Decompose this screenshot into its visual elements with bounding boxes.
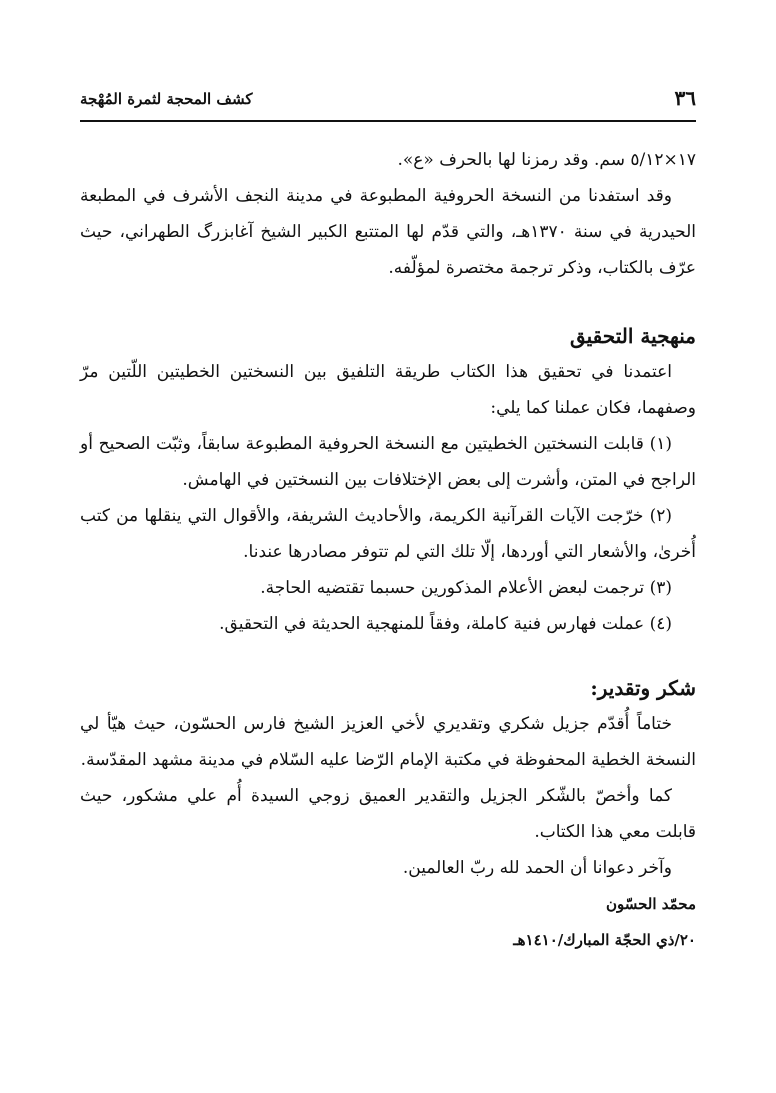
methodology-item: (٤) عملت فهارس فنية كاملة، وفقاً للمنهجية الحديثة في التحقيق. <box>219 614 672 634</box>
page-header <box>80 86 696 122</box>
methodology-intro: اعتمدنا في تحقيق هذا الكتاب طريقة التلفيق بين النسختين الخطيتين اللّتين مرّ وصفهما، فكان عملنا كما يلي: <box>80 362 696 418</box>
methodology-item: (١) قابلت النسختين الخطيتين مع النسخة الحروفية المطبوعة سابقاً، وثبّت الصحيح أو الراجح في المتن، وأشرت إلى بعض الإختلافات بين النسختين في الهامش. <box>80 434 696 490</box>
methodology-item: (٢) خرّجت الآيات القرآنية الكريمة، والأحاديث الشريفة، والأقوال التي ينقلها من كتب أُخرىٰ، والأشعار التي أوردها، إلّا تلك التي لم تتوفر مصادرها عندنا. <box>80 506 696 562</box>
thanks-heading: شكر وتقدير: <box>590 676 696 700</box>
page-content <box>80 142 696 958</box>
intro-line: ١٧×٥/١٢ سم. وقد رمزنا لها بالحرف «ع». <box>397 150 696 170</box>
thanks-paragraph: ختاماً أُقدّم جزيل شكري وتقديري لأخي العزيز الشيخ فارس الحسّون، حيث هيّأ لي النسخة الخطية المحفوظة في مكتبة الإمام الرّضا عليه السّلام في مدينة مشهد المقدّسة. <box>80 714 696 770</box>
running-title: كشف المحجة لثمرة المُهْجة <box>80 90 253 108</box>
intro-paragraph: وقد استفدنا من النسخة الحروفية المطبوعة في مدينة النجف الأشرف في المطبعة الحيدرية في سنة ١٣٧٠هـ، والتي قدّم لها المتتبع الكبير الشيخ آغابزرگ الطهراني، حيث عرّف بالكتاب، وذكر ترجمة مختصرة لمؤلّفه. <box>80 186 696 278</box>
methodology-item: (٣) ترجمت لبعض الأعلام المذكورين حسبما تقتضيه الحاجة. <box>260 578 672 598</box>
page-number: ٣٦ <box>674 86 696 110</box>
methodology-heading: منهجية التحقيق <box>569 324 696 348</box>
thanks-paragraph: كما وأخصّ بالشّكر الجزيل والتقدير العميق زوجي السيدة أُم علي مشكور، حيث قابلت معي هذا الكتاب. <box>80 786 696 842</box>
date-line: ٢٠/ذي الحجّة المبارك/١٤١٠هـ <box>513 931 696 949</box>
closing-line: وآخر دعوانا أن الحمد لله ربّ العالمين. <box>402 858 672 878</box>
author-signature: محمّد الحسّون <box>605 895 696 913</box>
